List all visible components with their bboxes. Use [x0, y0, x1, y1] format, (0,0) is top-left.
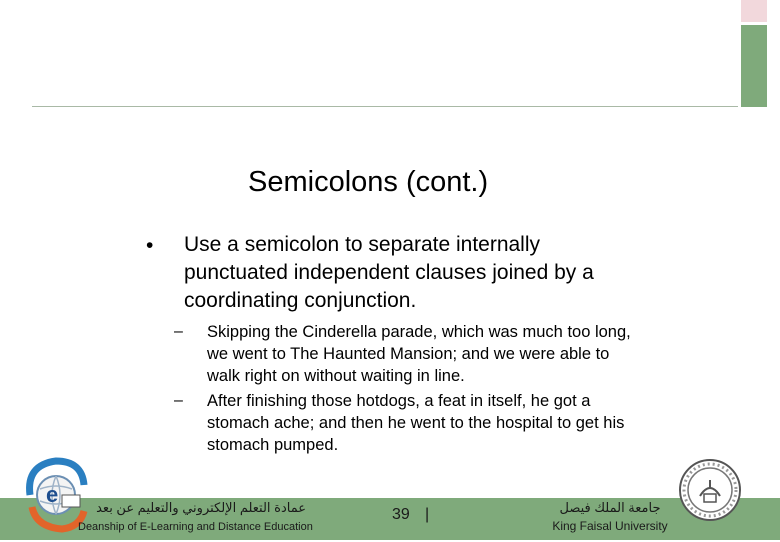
bullet-text: Use a semicolon to separate internally punctuated independent clauses joined by a coordinating conjunction. [184, 233, 594, 312]
accent-bar-green [741, 25, 767, 107]
page-separator: | [425, 506, 430, 523]
dash-icon: – [174, 392, 183, 409]
slide-title: Semicolons (cont.) [248, 166, 489, 198]
header-divider [32, 106, 738, 107]
dash-icon: – [174, 323, 183, 340]
footer-university-english: King Faisal University [552, 519, 668, 533]
footer-deanship-arabic: عمادة التعلم الإلكتروني والتعليم عن بعد [96, 500, 306, 515]
footer-university-arabic: جامعة الملك فيصل [559, 500, 661, 515]
sub-bullet-text: Skipping the Cinderella parade, which was much too long, we went to The Haunted Mansion; and we were able to walk right on without waiting in line. [207, 323, 631, 385]
footer-deanship-english: Deanship of E-Learning and Distance Education [78, 521, 313, 533]
sub-bullet-text: After finishing those hotdogs, a feat in itself, he got a stomach ache; and then he went to the hospital to get his stomach pumped. [207, 392, 625, 454]
university-seal-icon [678, 458, 742, 527]
accent-bar-pink [741, 0, 767, 22]
svg-text:e: e [46, 482, 59, 507]
bullet-dot-icon: • [146, 234, 154, 257]
page-number: 39 [392, 506, 410, 523]
